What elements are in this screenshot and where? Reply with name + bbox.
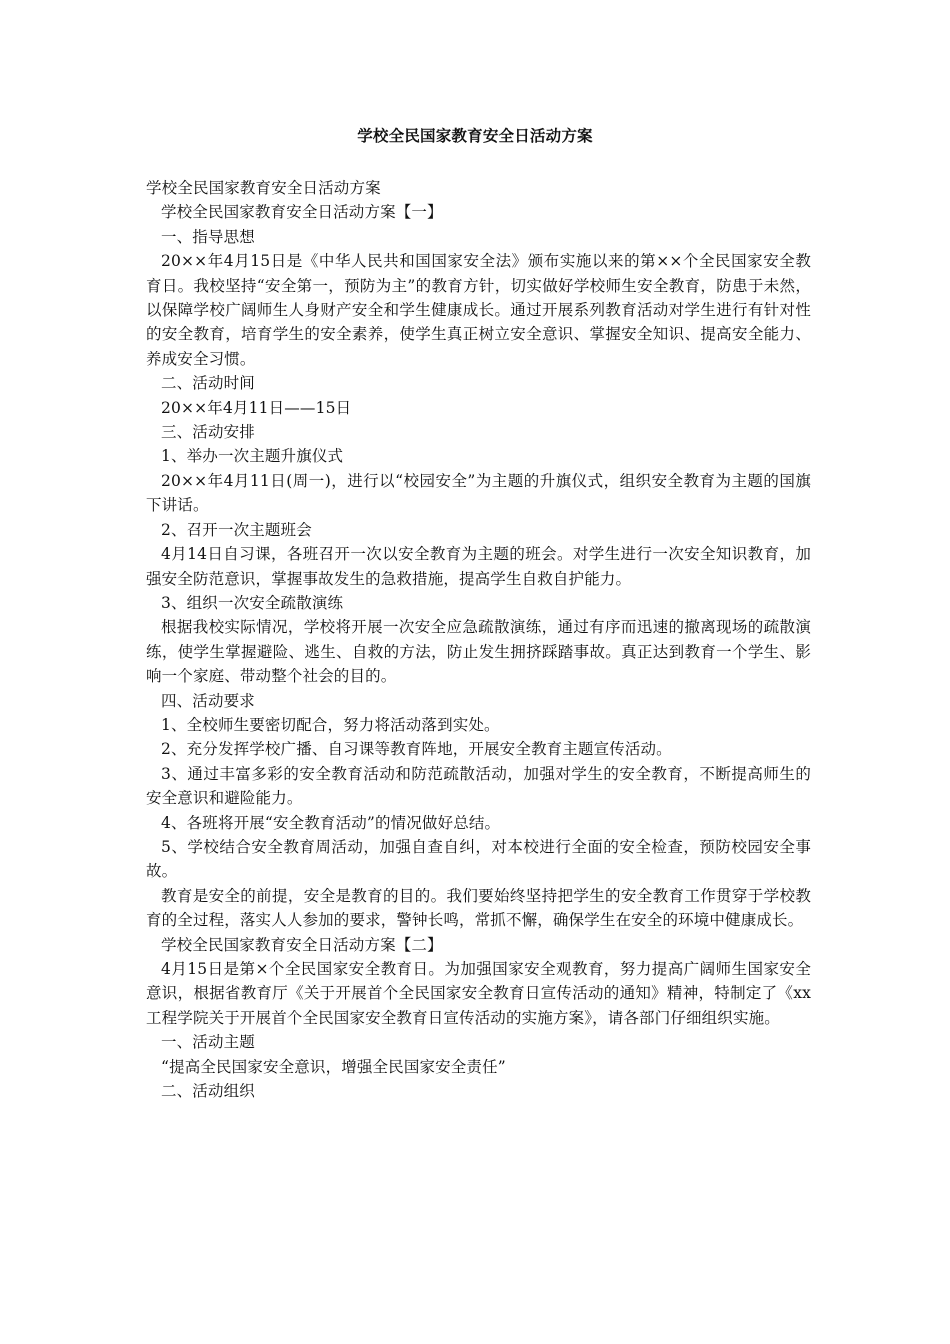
section-heading: 学校全民国家教育安全日活动方案【二】 (161, 935, 443, 954)
list-item: 1、全校师生要密切配合，努力将活动落到实处。 (161, 715, 500, 734)
paragraph: 20××年4月15日是《中华人民共和国国家安全法》颁布实施以来的第××个全民国家安全教育日。我校坚持“安全第一，预防为主”的教育方针，切实做好学校师生安全教育，防患于未然，以保障学校广阔师生人身财产安全和学生健康成长。通过开展系列教育活动对学生进行有针对性的安全教育，培育学生的安全素养，使学生真正树立安全意识、掌握安全知识、提高安全能力、养成安全习惯。 (146, 252, 811, 368)
paragraph: 学校全民国家教育安全日活动方案 (146, 179, 381, 197)
paragraph: 教育是安全的前提，安全是教育的目的。我们要始终坚持把学生的安全教育工作贯穿于学校教育的全过程，落实人人参加的要求，警钟长鸣，常抓不懈，确保学生在安全的环境中健康成长。 (146, 886, 811, 930)
list-item: 5、学校结合安全教育周活动，加强自查自纠，对本校进行全面的安全检查，预防校园安全事故。 (146, 837, 811, 881)
list-item: 2、召开一次主题班会 (161, 520, 312, 539)
list-item: 4、各班将开展“安全教育活动”的情况做好总结。 (161, 813, 501, 832)
document-title: 学校全民国家教育安全日活动方案 (357, 126, 593, 145)
list-item: 1、举办一次主题升旗仪式 (161, 447, 344, 466)
paragraph: 20××年4月11日(周一)，进行以“校园安全”为主题的升旗仪式，组织安全教育为主题的国旗下讲话。 (146, 471, 811, 515)
list-item: 3、通过丰富多彩的安全教育活动和防范疏散活动，加强对学生的安全教育，不断提高师生的安全意识和避险能力。 (146, 764, 811, 808)
subheading: 四、活动要求 (161, 691, 255, 710)
paragraph: “提高全民国家安全意识，增强全民国家安全责任” (161, 1057, 506, 1076)
subheading: 一、指导思想 (161, 227, 255, 246)
list-item: 3、组织一次安全疏散演练 (161, 593, 344, 612)
subheading: 三、活动安排 (161, 423, 255, 442)
section-heading: 学校全民国家教育安全日活动方案【一】 (161, 203, 443, 222)
list-item: 2、充分发挥学校广播、自习课等教育阵地，开展安全教育主题宣传活动。 (161, 740, 672, 759)
paragraph: 20××年4月11日——15日 (161, 398, 352, 417)
subheading: 一、活动主题 (161, 1033, 255, 1052)
paragraph: 4月15日是第×个全民国家安全教育日。为加强国家安全观教育，努力提高广阔师生国家安全意识，根据省教育厅《关于开展首个全民国家安全教育日宣传活动的通知》精神，特制定了《xx工程学院关于开展首个全民国家安全教育日宣传活动的实施方案》，请各部门仔细组织实施。 (146, 960, 811, 1027)
subheading: 二、活动时间 (161, 374, 255, 393)
paragraph: 4月14日自习课，各班召开一次以安全教育为主题的班会。对学生进行一次安全知识教育，加强安全防范意识，掌握事故发生的急救措施，提高学生自救自护能力。 (146, 545, 811, 588)
subheading: 二、活动组织 (161, 1082, 255, 1101)
paragraph: 根据我校实际情况，学校将开展一次安全应急疏散演练，通过有序而迅速的撤离现场的疏散演练，使学生掌握避险、逃生、自救的方法，防止发生拥挤踩踏事故。真正达到教育一个学生、影响一个家庭、带动整个社会的目的。 (146, 618, 811, 686)
document-body (146, 176, 811, 1103)
